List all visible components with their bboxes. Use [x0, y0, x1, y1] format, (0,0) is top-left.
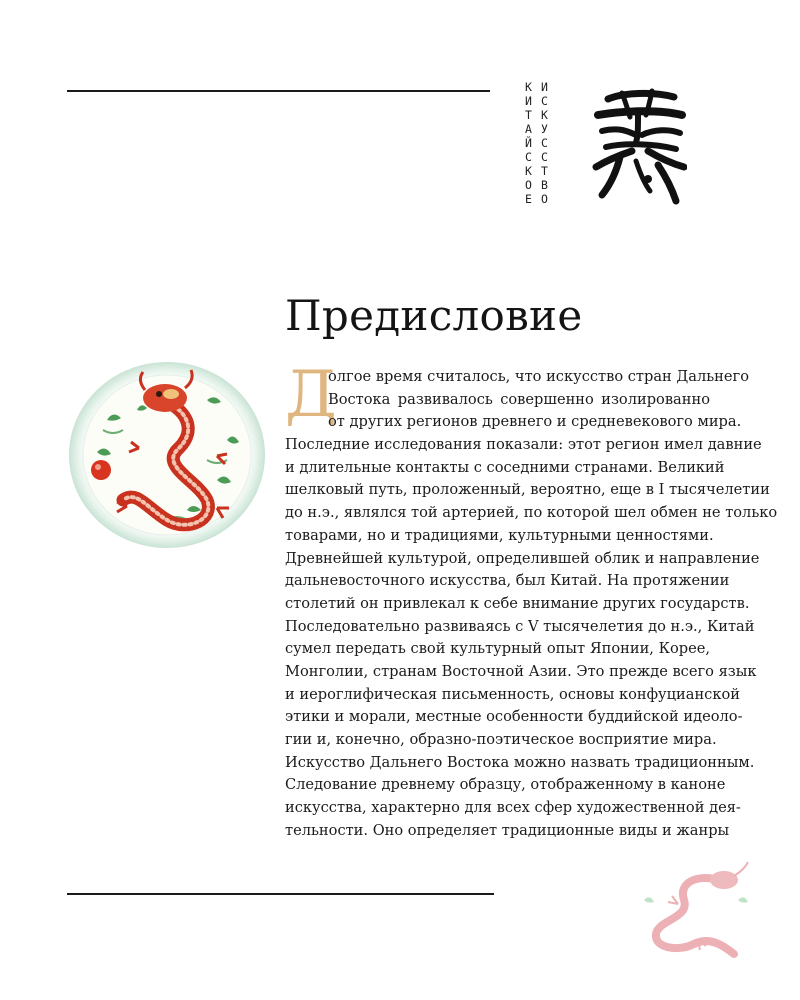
chinese-seal-glyph-icon: [592, 85, 687, 210]
text-line: до н.э., являлся той артерией, по которой шел обмен не только: [285, 504, 778, 522]
text-line: Древнейшей культурой, определившей облик и направление: [285, 549, 760, 567]
text-line: Искусство Дальнего Востока можно назвать традиционным.: [285, 753, 755, 771]
dragon-plate-image: [67, 360, 267, 550]
vertical-letter: О: [525, 178, 532, 192]
text-line: Монголии, странам Восточной Азии. Это прежде всего язык: [285, 662, 757, 680]
text-line: Востока развивалось совершенно изолированно: [328, 390, 710, 408]
text-line: Следование древнему образцу, отображенному в каноне: [285, 776, 726, 794]
vertical-title-word-1: [525, 80, 532, 206]
drop-cap-letter: Д: [285, 358, 338, 432]
vertical-letter: С: [525, 150, 532, 164]
text-line: Последовательно развиваясь с V тысячелетия до н.э., Китай: [285, 617, 755, 635]
text-line: от других регионов древнего и средневекового мира.: [328, 413, 742, 431]
vertical-letter: Т: [525, 108, 532, 122]
vertical-letter: В: [541, 178, 548, 192]
vertical-letter: У: [541, 122, 548, 136]
text-line: олгое время считалось, что искусство стран Дальнего: [328, 368, 749, 385]
vertical-letter: С: [541, 136, 548, 150]
text-line: и иероглифическая письменность, основы конфуцианской: [285, 685, 740, 703]
vertical-letter: С: [541, 94, 548, 108]
faded-dragon-image: [638, 860, 758, 960]
vertical-letter: Е: [525, 192, 532, 206]
text-line: тельности. Оно определяет традиционные виды и жанры: [285, 821, 730, 839]
text-line: сумел передать свой культурный опыт Японии, Корее,: [285, 640, 710, 658]
vertical-letter: К: [541, 108, 548, 122]
text-line: дальневосточного искусства, был Китай. На протяжении: [285, 572, 730, 590]
vertical-letter: Й: [525, 136, 532, 150]
text-line: шелковый путь, проложенный, вероятно, еще в I тысячелетии: [285, 481, 770, 499]
bottom-rule: [67, 893, 494, 895]
vertical-letter: И: [541, 80, 548, 94]
vertical-letter: О: [541, 192, 548, 206]
text-line: гии и, конечно, образно-поэтическое восприятие мира.: [285, 731, 717, 748]
text-line: и длительные контакты с соседними странами. Великий: [285, 458, 725, 476]
vertical-letter: С: [541, 150, 548, 164]
text-line: столетий он привлекал к себе внимание других государств.: [285, 594, 750, 612]
text-line: искусства, характерно для всех сфер художественной дея-: [285, 799, 741, 817]
vertical-letter: Т: [541, 164, 548, 178]
top-rule: [67, 90, 490, 92]
vertical-letter: А: [525, 122, 532, 136]
text-line: Последние исследования показали: этот регион имел давние: [285, 436, 762, 454]
text-line: товарами, но и традициями, культурными ценностями.: [285, 526, 714, 544]
vertical-title-word-2: [541, 80, 548, 206]
article-body: [285, 366, 778, 842]
text-line: этики и морали, местные особенности буддийской идеоло-: [285, 708, 743, 726]
vertical-letter: И: [525, 94, 532, 108]
vertical-letter: К: [525, 164, 532, 178]
vertical-letter: К: [525, 80, 532, 94]
page-title: Предисловие: [285, 291, 583, 340]
